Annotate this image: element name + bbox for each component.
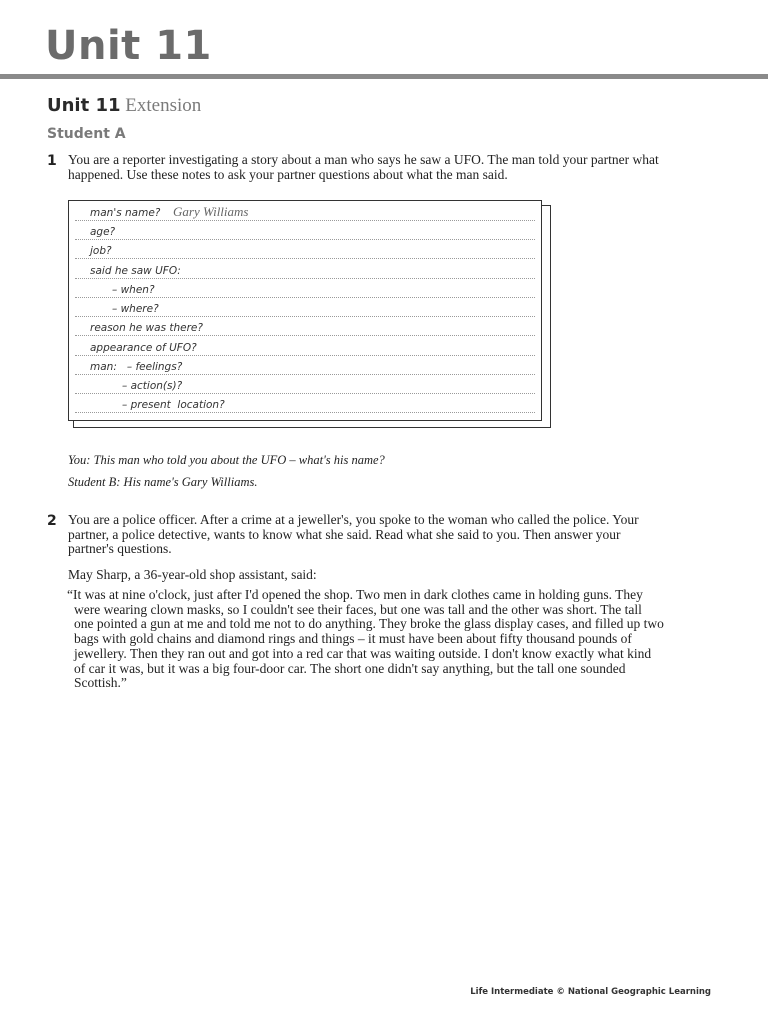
note-row: [75, 337, 535, 356]
note-row: [75, 394, 535, 413]
note-label: appearance of UFO?: [90, 342, 197, 354]
note-row: [75, 279, 535, 298]
question-2-number: 2: [47, 513, 57, 529]
note-row: [75, 202, 535, 221]
student-label: Student A: [47, 126, 126, 142]
witness-quote: “It was at nine o'clock, just after I'd opened the shop. Two men in dark clothes came in holding guns. They were wearing clown masks, so I couldn't see their faces, but one was tall and the other was short. The tall one pointed a gun at me and told me not to do anything. They broke the glass display cases, and filled up two bags with gold chains and diamond rings and things – it must have been about fifty thousand pounds of jewellery. Then they ran out and got into a red car that was waiting outside. I don't know exactly what kind of car it was, but it was a big four-door car. The short one didn't say anything, but the tall one sounded Scottish.”: [67, 587, 664, 691]
note-label: job?: [90, 245, 112, 257]
note-row: [75, 375, 535, 394]
note-label: – action(s)?: [122, 380, 183, 392]
note-label: – where?: [112, 303, 159, 315]
question-1-text: You are a reporter investigating a story about a man who says he saw a UFO. The man told your partner what happened. Use these notes to ask your partner questions about what the man said.: [68, 152, 659, 182]
question-1-number: 1: [47, 153, 57, 169]
dialogue-line: Student B: His name's Gary Williams.: [68, 475, 258, 489]
note-label: man: – feelings?: [90, 361, 183, 373]
note-label: man's name?: [90, 207, 161, 219]
note-row: [75, 317, 535, 336]
question-2-text: You are a police officer. After a crime at a jeweller's, you spoke to the woman who called the police. Your partner, a police detective, wants to know what she said. Read what she said to you. Then answer your partner's questions.: [68, 512, 639, 556]
note-row: [75, 260, 535, 279]
section-unit-label: Unit 11: [47, 95, 121, 116]
footer-credit: Life Intermediate © National Geographic Learning: [470, 987, 711, 997]
notes-card: [68, 200, 542, 421]
note-label: – present location?: [122, 399, 225, 411]
note-answer: Gary Williams: [173, 204, 249, 219]
unit-header: Unit 11: [45, 23, 212, 69]
dialogue-line: You: This man who told you about the UFO – what's his name?: [68, 453, 385, 467]
note-row: [75, 298, 535, 317]
witness-intro: May Sharp, a 36-year-old shop assistant, said:: [68, 567, 317, 582]
note-row: [75, 221, 535, 240]
note-label: reason he was there?: [90, 322, 203, 334]
note-row: [75, 240, 535, 259]
note-label: said he saw UFO:: [90, 265, 181, 277]
note-row: [75, 356, 535, 375]
note-label: – when?: [112, 284, 155, 296]
note-label: age?: [90, 226, 116, 238]
header-divider: [0, 74, 768, 79]
section-title: [47, 94, 201, 118]
section-extension-label: Extension: [125, 95, 202, 116]
